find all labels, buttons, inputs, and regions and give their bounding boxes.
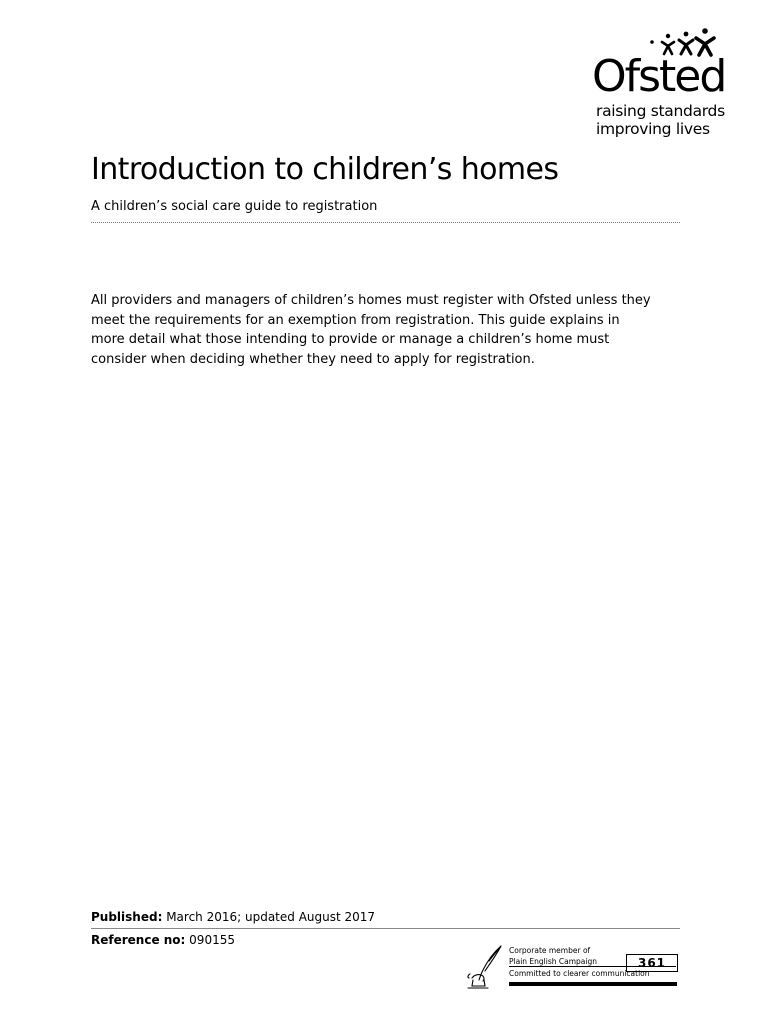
intro-line: meet the requirements for an exemption from registration. This guide explains in <box>91 312 620 328</box>
intro-line: consider when deciding whether they need to apply for registration. <box>91 351 535 367</box>
intro-line: All providers and managers of children’s homes must register with Ofsted unless they <box>91 293 651 308</box>
reference-value: 090155 <box>185 933 235 947</box>
logo-tagline-improving: improving lives <box>596 120 710 138</box>
published-label: Published: <box>91 910 163 924</box>
badge-campaign-name: Plain English Campaign <box>509 957 597 966</box>
ofsted-wordmark: Ofsted <box>592 51 726 102</box>
intro-paragraph <box>91 291 691 369</box>
reference-info <box>91 931 235 949</box>
published-info <box>91 908 375 926</box>
quill-inkpot-icon <box>464 944 504 990</box>
logo-tagline-raising: raising standards <box>596 102 725 120</box>
badge-corporate-member: Corporate member of <box>509 946 591 955</box>
published-value: March 2016; updated August 2017 <box>162 910 376 924</box>
reference-label: Reference no: <box>91 933 186 947</box>
plain-english-badge <box>464 944 680 992</box>
ofsted-logo <box>590 28 730 138</box>
document-title: Introduction to children’s homes <box>91 152 559 187</box>
document-subtitle: A children’s social care guide to registration <box>91 199 378 214</box>
intro-line: more detail what those intending to provide or manage a children’s home must <box>91 332 610 347</box>
badge-commitment: Committed to clearer communication <box>509 969 650 978</box>
badge-member-number: 361 <box>626 954 678 972</box>
badge-bottom-bar <box>509 982 677 986</box>
footer-divider <box>91 928 680 929</box>
title-divider <box>91 222 680 223</box>
